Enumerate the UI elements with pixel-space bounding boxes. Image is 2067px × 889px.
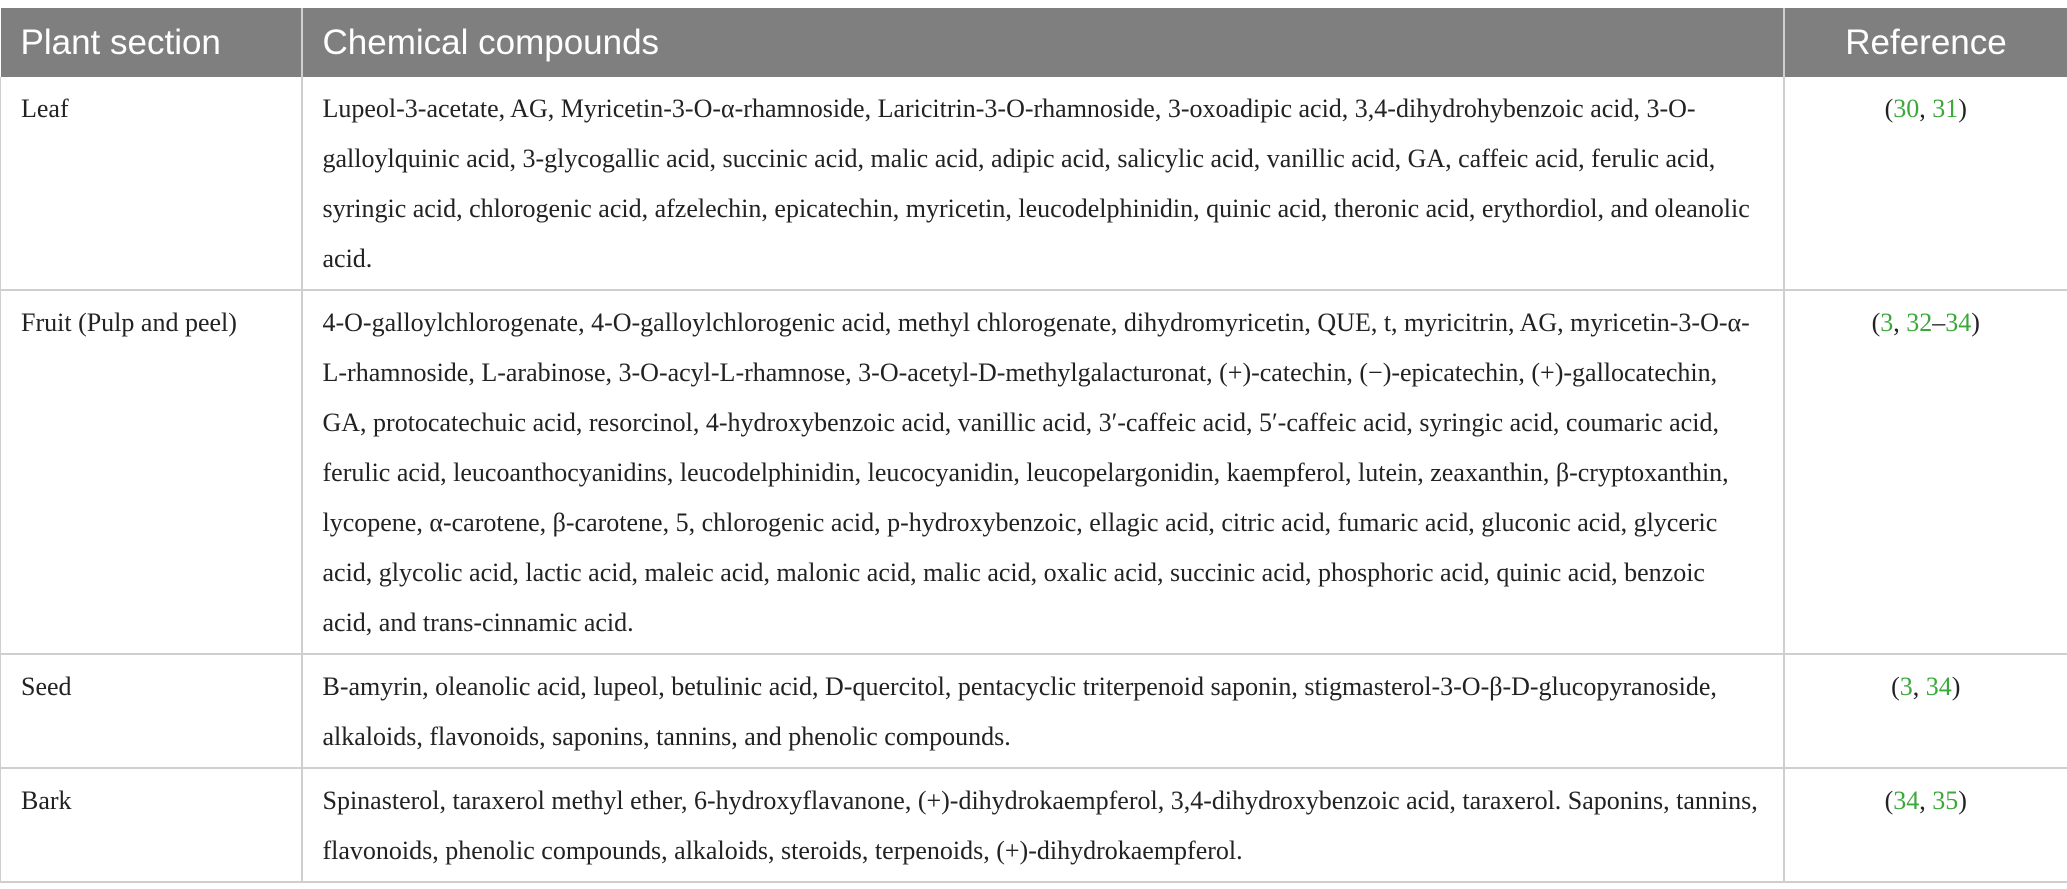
reference-link[interactable]: 34 — [1945, 308, 1972, 337]
chemical-compounds-cell: Spinasterol, taraxerol methyl ether, 6-hydroxyflavanone, (+)-dihydrokaempferol, 3,4-dihydroxybenzoic acid, taraxerol. Saponins, tannins, flavonoids, phenolic compounds, alkaloids, steroids, terpenoids, (+)-dihydrokaempferol. — [302, 768, 1784, 882]
chemical-compounds-cell: B-amyrin, oleanolic acid, lupeol, betulinic acid, D-quercitol, pentacyclic triterpenoid saponin, stigmasterol-3-O-β-D-glucopyranoside, alkaloids, flavonoids, saponins, tannins, and phenolic compounds. — [302, 654, 1784, 768]
table-row — [1, 290, 2067, 654]
reference-cell: (3, 34) — [1784, 654, 2067, 768]
reference-link[interactable]: 31 — [1932, 94, 1959, 123]
compounds-table — [0, 8, 2067, 883]
reference-link[interactable]: 3 — [1880, 308, 1894, 337]
plant-section-cell: Leaf — [1, 77, 302, 290]
header-row — [1, 8, 2067, 77]
reference-link[interactable]: 30 — [1893, 94, 1920, 123]
header-plant-section: Plant section — [1, 8, 302, 77]
reference-link[interactable]: 34 — [1925, 672, 1952, 701]
reference-link[interactable]: 35 — [1932, 786, 1959, 815]
reference-cell: (34, 35) — [1784, 768, 2067, 882]
reference-cell: (3, 32–34) — [1784, 290, 2067, 654]
table-row — [1, 77, 2067, 290]
reference-cell: (30, 31) — [1784, 77, 2067, 290]
table-row — [1, 768, 2067, 882]
reference-link[interactable]: 34 — [1893, 786, 1920, 815]
reference-link[interactable]: 32 — [1906, 308, 1933, 337]
reference-link[interactable]: 3 — [1899, 672, 1913, 701]
chemical-compounds-cell: Lupeol-3-acetate, AG, Myricetin-3-O-α-rhamnoside, Laricitrin-3-O-rhamnoside, 3-oxoadipic acid, 3,4-dihydrohybenzoic acid, 3-O-galloylquinic acid, 3-glycogallic acid, succinic acid, malic acid, adipic acid, salicylic acid, vanillic acid, GA, caffeic acid, ferulic acid, syringic acid, chlorogenic acid, afzelechin, epicatechin, myricetin, leucodelphinidin, quinic acid, theronic acid, erythordiol, and oleanolic acid. — [302, 77, 1784, 290]
plant-section-cell: Fruit (Pulp and peel) — [1, 290, 302, 654]
plant-section-cell: Seed — [1, 654, 302, 768]
chemical-compounds-cell: 4-O-galloylchlorogenate, 4-O-galloylchlorogenic acid, methyl chlorogenate, dihydromyricetin, QUE, t, myricitrin, AG, myricetin-3-O-α-L-rhamnoside, L-arabinose, 3-O-acyl-L-rhamnose, 3-O-acetyl-D-methylgalacturonat, (+)-catechin, (−)-epicatechin, (+)-gallocatechin, GA, protocatechuic acid, resorcinol, 4-hydroxybenzoic acid, vanillic acid, 3′-caffeic acid, 5′-caffeic acid, syringic acid, coumaric acid, ferulic acid, leucoanthocyanidins, leucodelphinidin, leucocyanidin, leucopelargonidin, kaempferol, lutein, zeaxanthin, β-cryptoxanthin, lycopene, α-carotene, β-carotene, 5, chlorogenic acid, p-hydroxybenzoic, ellagic acid, citric acid, fumaric acid, gluconic acid, glyceric acid, glycolic acid, lactic acid, maleic acid, malonic acid, malic acid, oxalic acid, succinic acid, phosphoric acid, quinic acid, benzoic acid, and trans-cinnamic acid. — [302, 290, 1784, 654]
plant-section-cell: Bark — [1, 768, 302, 882]
header-chemical-compounds: Chemical compounds — [302, 8, 1784, 77]
header-reference: Reference — [1784, 8, 2067, 77]
table-row — [1, 654, 2067, 768]
